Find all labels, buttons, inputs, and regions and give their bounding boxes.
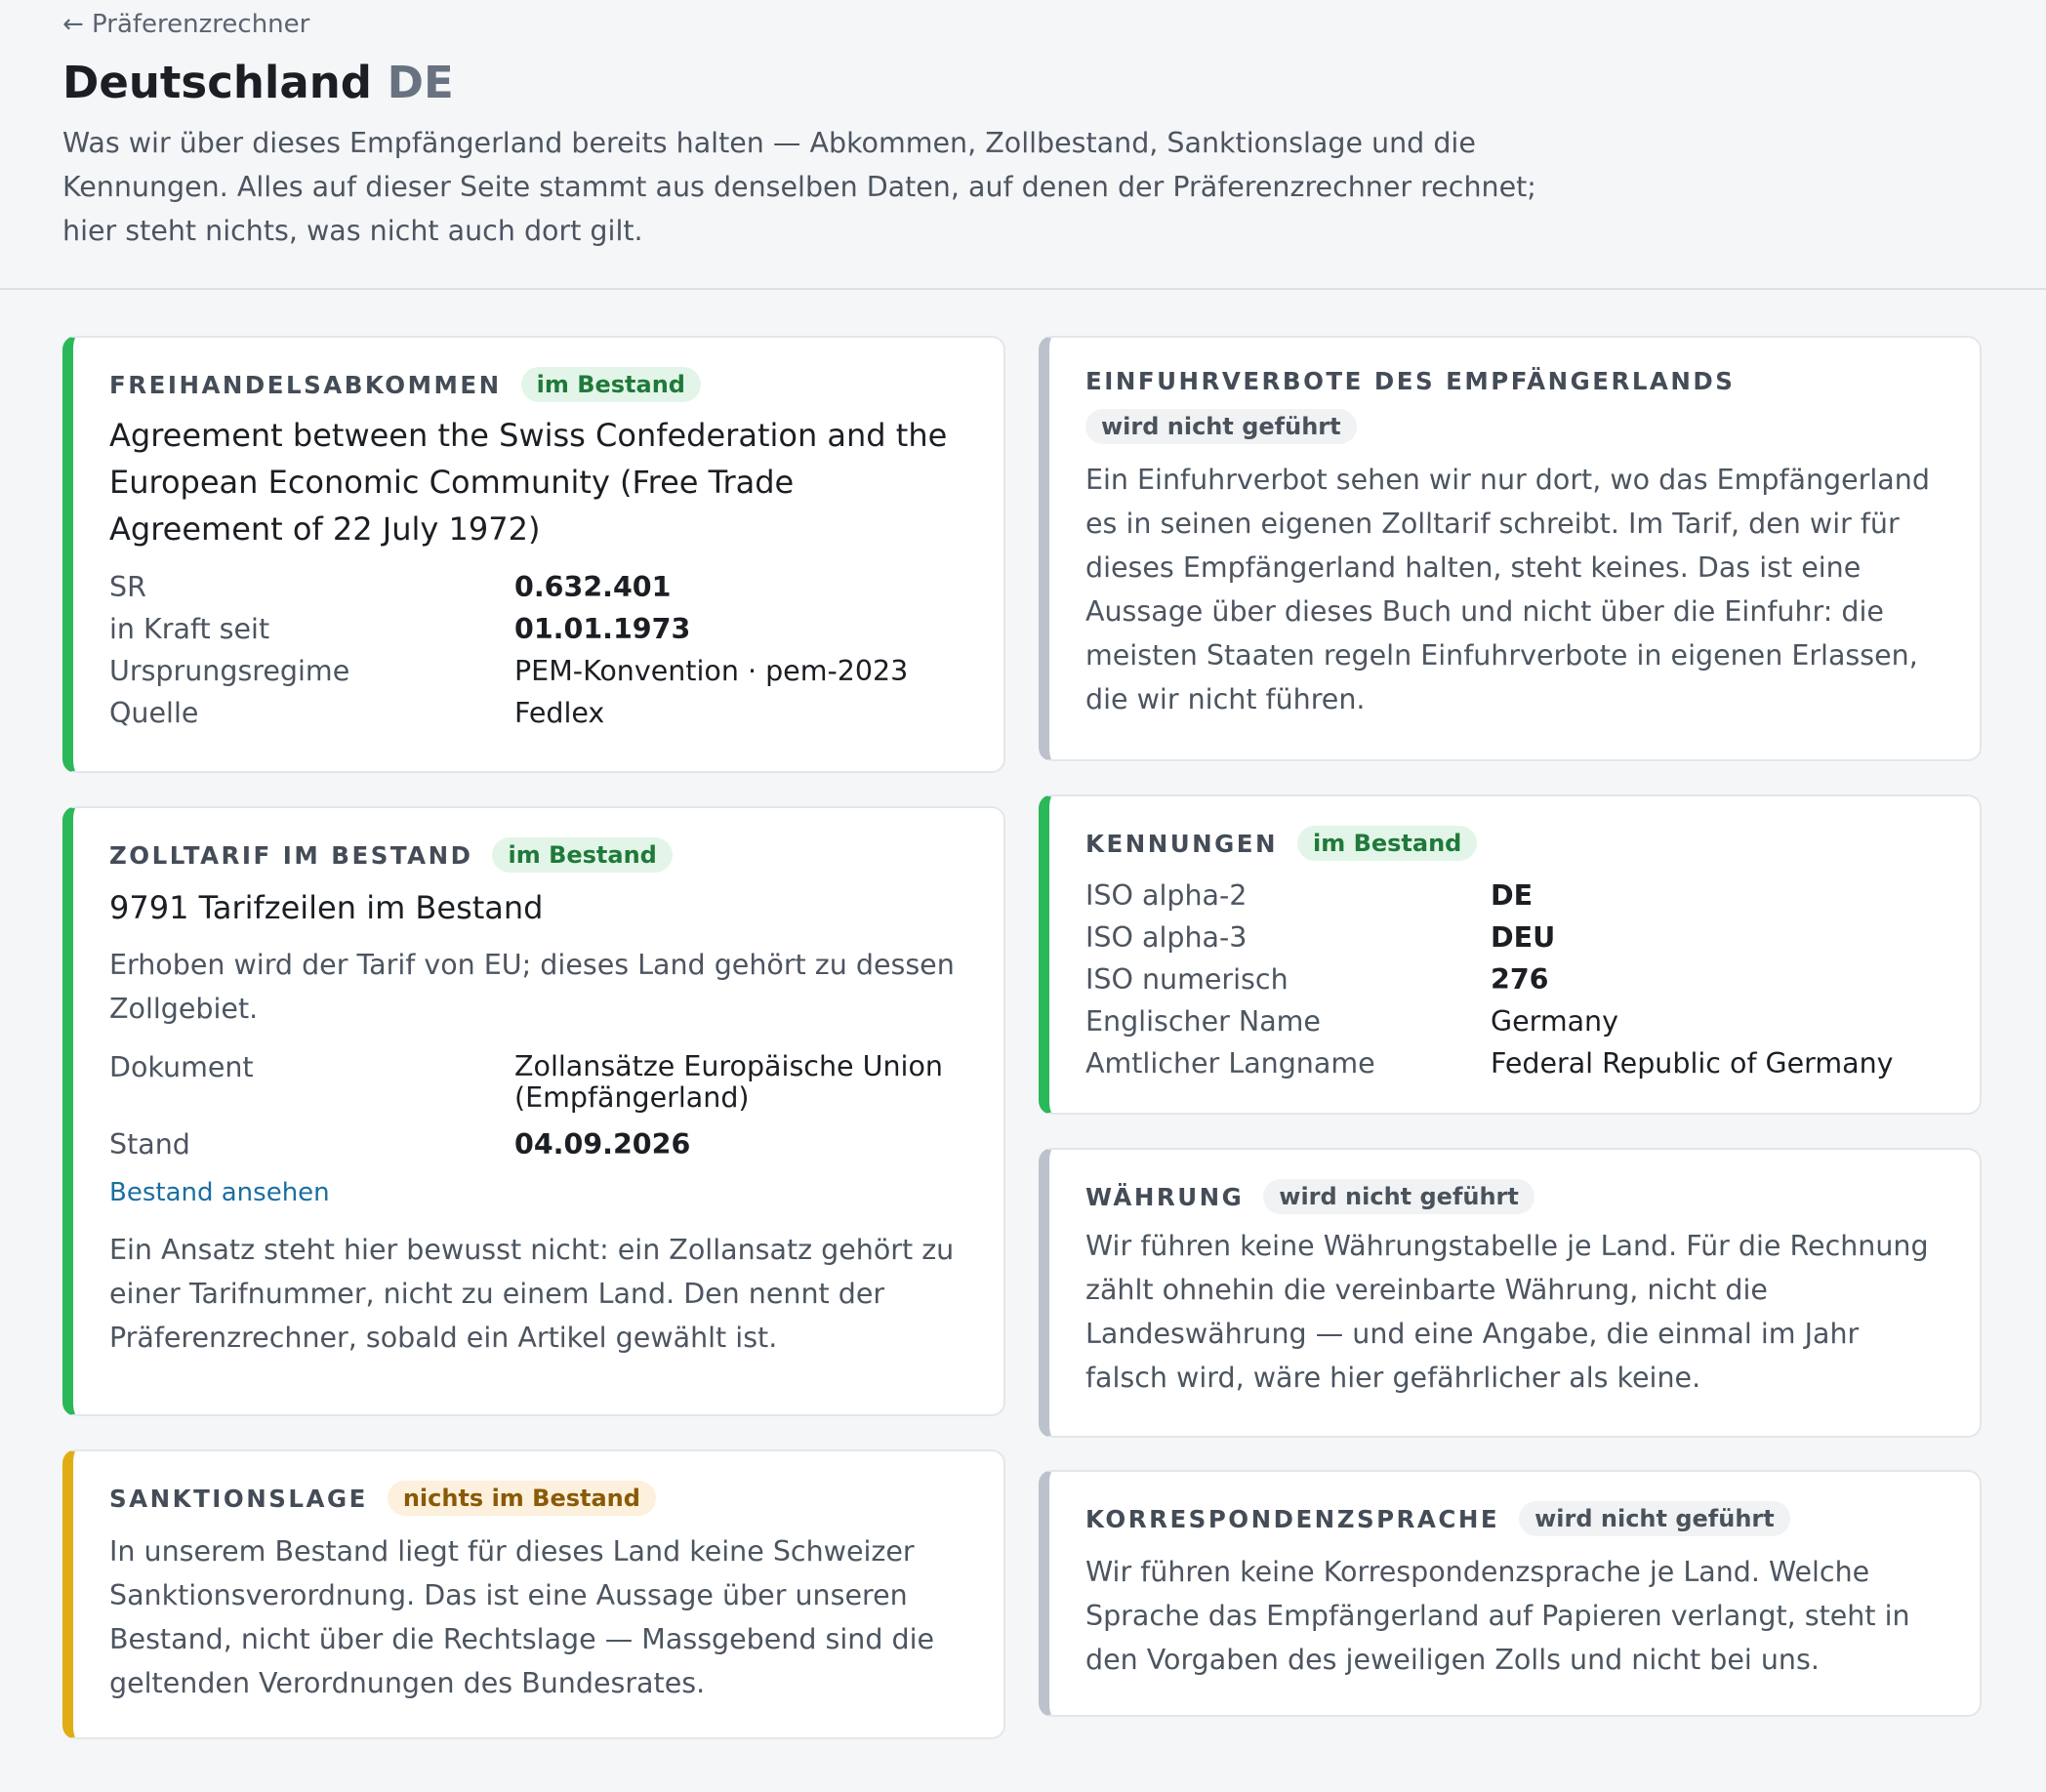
currency-text: Wir führen keine Währungstabelle je Land. Für die Rechnung zählt ohnehin die vereinbarte Währung, nicht die Landeswährung — und eine Angabe, die einmal im Jahr falsch wird, wäre hier gefährlicher als keine. [1085, 1230, 1929, 1394]
tariff-date-label: Stand [109, 1128, 190, 1161]
tariff-line-count: 9791 Tarifzeilen im Bestand [109, 889, 544, 926]
tariff-date-value: 04.09.2026 [514, 1128, 691, 1161]
fta-origin-label: Ursprungsregime [109, 655, 350, 687]
tariff-kicker: ZOLLTARIF IM BESTAND [109, 840, 473, 870]
fta-source-label: Quelle [109, 697, 199, 729]
fta-kicker: FREIHANDELSABKOMMEN [109, 370, 502, 399]
identifiers-status-badge: im Bestand [1297, 826, 1477, 861]
language-status-badge: wird nicht geführt [1519, 1501, 1790, 1536]
country-name: Deutschland [62, 57, 372, 108]
iso-alpha3-value: DEU [1491, 921, 1556, 954]
back-link[interactable]: ← Präferenzrechner [62, 10, 310, 39]
fta-status-badge: im Bestand [521, 367, 701, 402]
language-kicker: KORRESPONDENZSPRACHE [1085, 1504, 1500, 1533]
page-intro: Was wir über dieses Empfängerland bereits halten — Abkommen, Zollbestand, Sanktionslage und die Kennungen. Alles auf dieser Seite stammt aus denselben Daten, auf denen der Präferenzrechner rechnet; hier steht nichts, was nicht auch dort gilt. [62, 127, 1536, 247]
tariff-text: Erhoben wird der Tarif von EU; dieses Land gehört zu dessen Zollgebiet. [109, 949, 955, 1025]
import-bans-status-badge: wird nicht geführt [1085, 409, 1357, 444]
fta-card [62, 336, 1005, 773]
fta-sr-value: 0.632.401 [514, 571, 672, 603]
fta-details [109, 566, 966, 734]
sanctions-kicker: SANKTIONSLAGE [109, 1484, 368, 1513]
tariff-document-link[interactable]: Zollansätze Europäische Union (Empfängerland) [514, 1050, 943, 1114]
page-header [0, 0, 2046, 290]
fta-origin-value: PEM-Konvention · pem-2023 [514, 655, 909, 687]
tariff-status-badge: im Bestand [492, 837, 672, 873]
fta-in-force-value: 01.01.1973 [514, 613, 691, 645]
english-name-label: Englischer Name [1085, 1005, 1321, 1038]
english-name-value: Germany [1491, 1005, 1618, 1038]
fta-sr-label: SR [109, 571, 146, 603]
tariff-note: Ein Ansatz steht hier bewusst nicht: ein Zollansatz gehört zu einer Tarifnummer, nicht zu einem Land. Den nennt der Präferenzrechner, sobald ein Artikel gewählt ist. [109, 1234, 955, 1354]
iso-alpha2-value: DE [1491, 879, 1534, 912]
sanctions-status-badge: nichts im Bestand [388, 1481, 656, 1516]
iso-alpha2-label: ISO alpha-2 [1085, 879, 1248, 912]
official-name-value: Federal Republic of Germany [1491, 1047, 1894, 1079]
country-code: DE [387, 57, 454, 108]
tariff-card [62, 806, 1005, 1416]
iso-alpha3-label: ISO alpha-3 [1085, 921, 1248, 954]
identifiers-details [1085, 875, 1943, 1084]
page-title [62, 57, 1984, 109]
import-bans-kicker: EINFUHRVERBOTE DES EMPFÄNGERLANDS [1085, 367, 1736, 395]
fta-title: Agreement between the Swiss Confederation and the European Economic Community (Free Trade Agreement of 22 July 1972) [109, 417, 948, 548]
identifiers-card [1039, 794, 1982, 1115]
import-bans-text: Ein Einfuhrverbot sehen wir nur dort, wo das Empfängerland es in seinen eigenen Zolltarif schreibt. Im Tarif, den wir für dieses Empfängerland halten, steht keines. Das ist eine Aussage über dieses Buch und nicht über die Einfuhr: die meisten Staaten regeln Einfuhrverbote in eigenen Erlassen, die wir nicht führen. [1085, 464, 1930, 715]
language-text: Wir führen keine Korrespondenzsprache je Land. Welche Sprache das Empfängerland auf Papieren verlangt, steht in den Vorgaben des jeweiligen Zolls und nicht bei uns. [1085, 1556, 1910, 1676]
currency-kicker: WÄHRUNG [1085, 1182, 1245, 1211]
fta-in-force-label: in Kraft seit [109, 613, 270, 645]
currency-status-badge: wird nicht geführt [1263, 1179, 1534, 1214]
iso-numeric-value: 276 [1491, 963, 1549, 996]
sanctions-card [62, 1449, 1005, 1739]
currency-card [1039, 1148, 1982, 1438]
tariff-document-label: Dokument [109, 1051, 254, 1083]
view-tariff-link[interactable]: Bestand ansehen [109, 1178, 330, 1207]
tariff-details [109, 1046, 966, 1165]
sanctions-text: In unserem Bestand liegt für dieses Land keine Schweizer Sanktionsverordnung. Das ist eine Aussage über unseren Bestand, nicht über die Rechtslage — Massgebend sind die geltenden Verordnungen des Bundesrates. [109, 1535, 935, 1699]
fta-source-link[interactable]: Fedlex [514, 697, 605, 729]
language-card [1039, 1470, 1982, 1717]
official-name-label: Amtlicher Langname [1085, 1047, 1375, 1079]
import-bans-card [1039, 336, 1982, 761]
iso-numeric-label: ISO numerisch [1085, 963, 1289, 996]
identifiers-kicker: KENNUNGEN [1085, 829, 1278, 858]
